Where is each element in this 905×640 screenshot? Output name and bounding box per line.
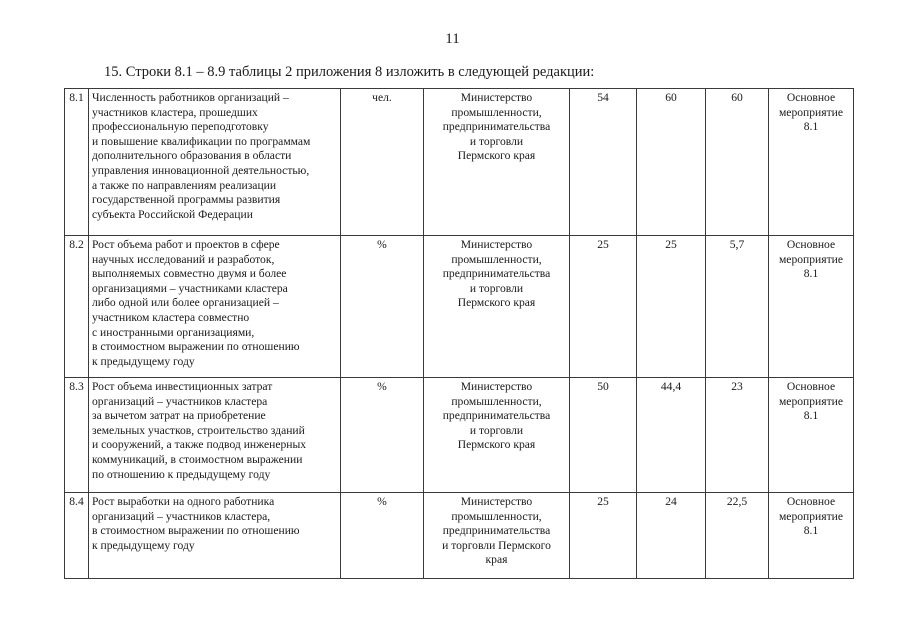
value-cell-1: 25	[570, 236, 637, 378]
value-cell-2: 25	[637, 236, 706, 378]
responsible-cell: Министерство промышленности, предпринимательства и торговли Пермского края	[424, 236, 570, 378]
page-number: 11	[445, 31, 460, 47]
responsible-cell: Министерство промышленности, предпринимательства и торговли Пермского края	[424, 378, 570, 493]
unit-cell: %	[341, 378, 424, 493]
table-row	[65, 89, 854, 236]
indicator-text: Численность работников организаций – участников кластера, прошедших профессиональную переподготовку и повышение квалификации по программам дополнительного образования в области управления инновационной деятельностью, а также по направлениям реализации государственной программы развития субъекта Российской Федерации	[89, 89, 341, 236]
unit-cell: %	[341, 493, 424, 579]
value-cell-2: 44,4	[637, 378, 706, 493]
activity-cell: Основное мероприятие 8.1	[769, 236, 854, 378]
row-number: 8.1	[65, 89, 89, 236]
table-row	[65, 493, 854, 579]
responsible-cell: Министерство промышленности, предпринимательства и торговли Пермского края	[424, 493, 570, 579]
indicator-text: Рост объема инвестиционных затрат организаций – участников кластера за вычетом затрат на приобретение земельных участков, строительство зданий и сооружений, а также подвод инженерных коммуникаций, в стоимостном выражении по отношению к предыдущему году	[89, 378, 341, 493]
indicator-text: Рост объема работ и проектов в сфере научных исследований и разработок, выполняемых совместно двумя и более организациями – участниками кластера либо одной или более организацией – участником кластера совместно с иностранными организациями, в стоимостном выражении по отношению к предыдущему году	[89, 236, 341, 378]
indicators-table	[64, 88, 854, 579]
table-row	[65, 378, 854, 493]
table-row	[65, 236, 854, 378]
indicator-text: Рост выработки на одного работника организаций – участников кластера, в стоимостном выражении по отношению к предыдущему году	[89, 493, 341, 579]
value-cell-2: 60	[637, 89, 706, 236]
row-number: 8.4	[65, 493, 89, 579]
row-number: 8.3	[65, 378, 89, 493]
responsible-cell: Министерство промышленности, предпринимательства и торговли Пермского края	[424, 89, 570, 236]
value-cell-1: 54	[570, 89, 637, 236]
unit-cell: %	[341, 236, 424, 378]
value-cell-3: 23	[706, 378, 769, 493]
activity-cell: Основное мероприятие 8.1	[769, 493, 854, 579]
value-cell-3: 60	[706, 89, 769, 236]
row-number: 8.2	[65, 236, 89, 378]
value-cell-2: 24	[637, 493, 706, 579]
unit-cell: чел.	[341, 89, 424, 236]
value-cell-3: 5,7	[706, 236, 769, 378]
intro-paragraph: 15. Строки 8.1 – 8.9 таблицы 2 приложения 8 изложить в следующей редакции:	[104, 64, 595, 80]
activity-cell: Основное мероприятие 8.1	[769, 89, 854, 236]
value-cell-1: 25	[570, 493, 637, 579]
activity-cell: Основное мероприятие 8.1	[769, 378, 854, 493]
value-cell-1: 50	[570, 378, 637, 493]
value-cell-3: 22,5	[706, 493, 769, 579]
